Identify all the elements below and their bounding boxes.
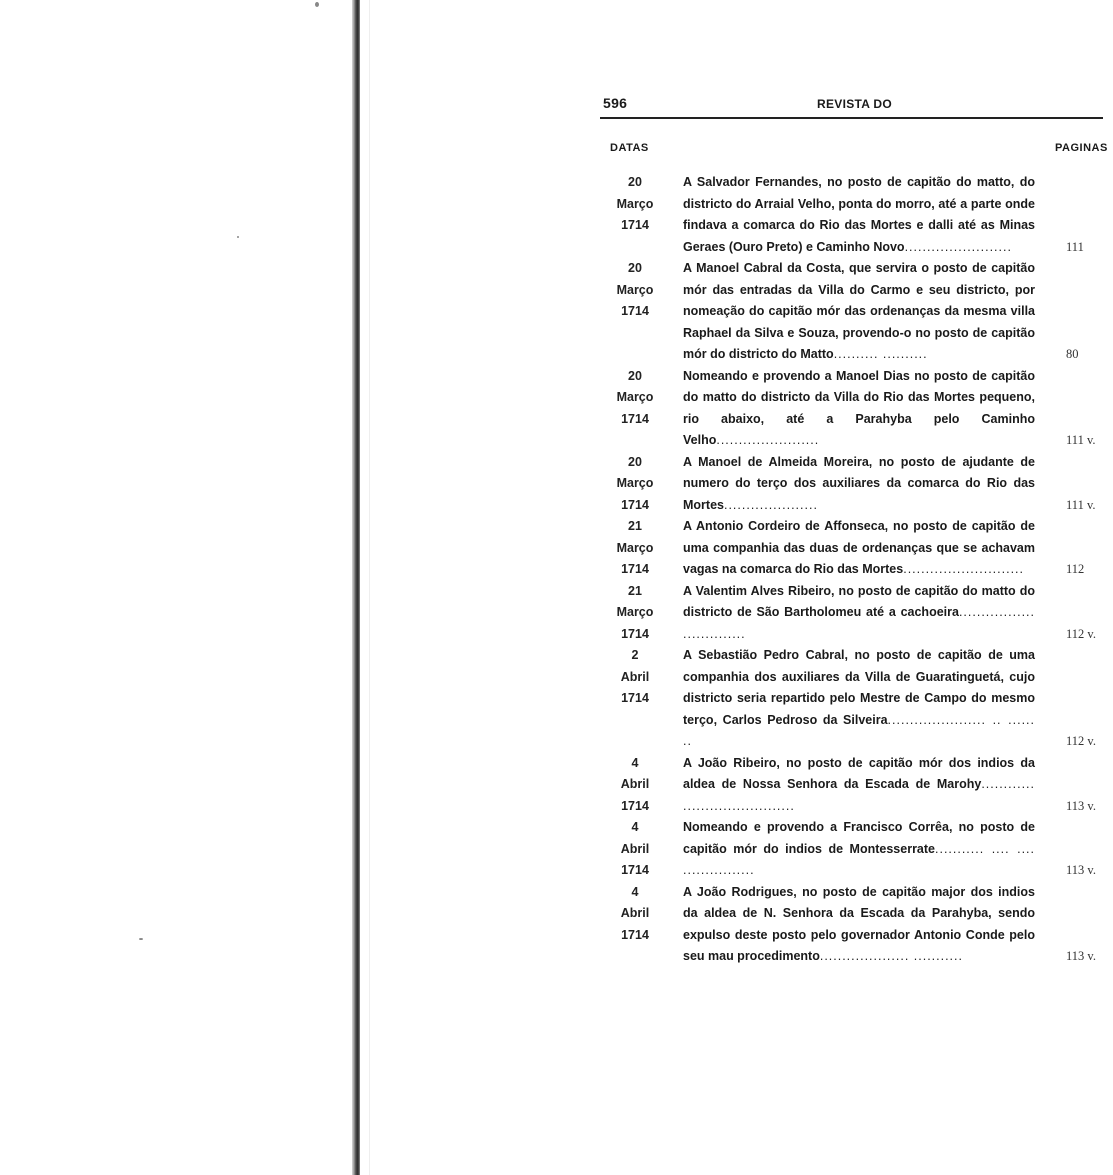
entry-page-ref: 80 xyxy=(1066,347,1079,361)
entry-text: A Antonio Cordeiro de Affonseca, no posto de capitão de uma companhia das duas de ordenanças que se achavam vagas na comarca do Rio das Mortes........................... xyxy=(683,519,1035,576)
entry-day: 20 xyxy=(628,261,642,275)
entry-day: 20 xyxy=(628,368,642,383)
entry-day: 20 xyxy=(628,454,642,469)
column-header-pages: PAGINAS xyxy=(1055,142,1108,154)
entry-month: Abril xyxy=(620,906,650,920)
book-gutter-shadow xyxy=(352,0,360,1175)
entry-month: Março xyxy=(616,476,654,490)
entry-text: A Manoel Cabral da Costa, que servira o posto de capitão mór das entradas da Villa do Carmo e seu districto, por nomeação do capitão mór das ordenanças da mesma villa Raphael da Silva e Souza, provendo-o no posto de capitão mór do districto do Matto.......... .......... xyxy=(683,261,1035,361)
entry-month: Março xyxy=(616,540,654,555)
entry-month: Março xyxy=(616,282,654,297)
entry-text: A Sebastião Pedro Cabral, no posto de capitão de uma companhia dos auxiliares da Villa de Guaratinguetá, cujo districto seria repartido pelo Mestre de Campo do mesmo terço, Carlos Pedroso da Silveira...................... .. ...... .. xyxy=(683,648,1035,748)
entry-day: 4 xyxy=(631,755,639,770)
entry-day: 2 xyxy=(631,648,639,662)
list-item xyxy=(600,516,1113,581)
entry-year: 1714 xyxy=(621,798,649,813)
entry-page-ref: 111 xyxy=(1066,239,1084,254)
entry-day: 4 xyxy=(631,820,639,834)
entry-month: Março xyxy=(616,605,654,619)
scan-speck xyxy=(315,2,319,7)
list-item xyxy=(600,366,1113,452)
document-page xyxy=(600,92,1113,1092)
entry-year: 1714 xyxy=(621,497,649,512)
scan-speck xyxy=(139,938,143,940)
entry-date xyxy=(600,882,670,947)
entry-day: 21 xyxy=(628,583,642,598)
running-head: REVISTA DO xyxy=(817,97,893,111)
entry-year: 1714 xyxy=(621,304,649,318)
entry-text: A Salvador Fernandes, no posto de capitão do matto, do districto do Arraial Velho, ponta do morro, até a parte onde findava a comarca do Rio das Mortes e dalli até as Minas Geraes (Ouro Preto) e Caminho Novo........................ xyxy=(683,175,1035,254)
entry-date xyxy=(600,452,670,517)
entry-year: 1714 xyxy=(621,562,649,576)
list-item xyxy=(600,452,1113,517)
entry-day: 21 xyxy=(628,519,642,533)
list-item xyxy=(600,581,1113,646)
entry-year: 1714 xyxy=(621,863,649,877)
entry-page-ref: 111 v. xyxy=(1066,497,1096,512)
entry-date xyxy=(600,817,670,882)
entry-page-ref: 113 v. xyxy=(1066,798,1096,813)
entry-month: Março xyxy=(616,196,654,211)
entry-text: Nomeando e provendo a Francisco Corrêa, no posto de capitão mór do indios de Montesserrate........... .... .... ................ xyxy=(683,820,1035,877)
entry-date xyxy=(600,645,670,710)
entry-text: A Manoel de Almeida Moreira, no posto de ajudante de numero do terço dos auxiliares da comarca do Rio das Mortes..................... xyxy=(683,454,1035,512)
book-gutter-edge xyxy=(369,0,370,1175)
entry-date xyxy=(600,753,670,818)
list-item xyxy=(600,258,1113,366)
entry-month: Abril xyxy=(620,669,650,684)
entry-date xyxy=(600,581,670,646)
entry-page-ref: 113 v. xyxy=(1066,863,1096,877)
entry-text: A João Rodrigues, no posto de capitão major dos indios da aldea de N. Senhora da Escada da Parahyba, sendo expulso deste posto pelo governador Antonio Conde pelo seu mau procedimento.................... ........... xyxy=(683,884,1035,963)
entry-text: A João Ribeiro, no posto de capitão mór dos indios da aldea de Nossa Senhora da Escada de Marohy............ ......................... xyxy=(683,755,1035,813)
entry-date xyxy=(600,516,670,581)
page-number: 596 xyxy=(603,95,628,111)
column-header-dates: DATAS xyxy=(610,142,649,154)
entry-day: 4 xyxy=(631,884,639,899)
entry-date xyxy=(600,366,670,431)
entry-month: Março xyxy=(616,390,654,404)
list-item xyxy=(600,753,1113,818)
entry-year: 1714 xyxy=(621,218,649,232)
entry-year: 1714 xyxy=(621,927,649,942)
entry-year: 1714 xyxy=(621,411,649,426)
entry-year: 1714 xyxy=(621,691,649,705)
list-item xyxy=(600,817,1113,882)
page-header xyxy=(600,92,1113,114)
list-item xyxy=(600,882,1113,968)
scan-speck xyxy=(237,236,239,238)
entry-page-ref: 112 v. xyxy=(1066,626,1096,641)
entry-date xyxy=(600,258,670,323)
entry-day: 20 xyxy=(628,175,642,189)
entry-year: 1714 xyxy=(621,626,649,641)
entry-page-ref: 111 v. xyxy=(1066,433,1096,447)
entry-page-ref: 112 v. xyxy=(1066,734,1096,748)
entry-month: Abril xyxy=(620,777,650,791)
entry-text: Nomeando e provendo a Manoel Dias no posto de capitão do matto do districto da Villa do Rio das Mortes pequeno, rio abaixo, até a Parahyba pelo Caminho Velho....................... xyxy=(683,368,1035,447)
list-item xyxy=(600,172,1113,258)
entry-page-ref: 113 v. xyxy=(1066,949,1096,963)
entry-text: A Valentim Alves Ribeiro, no posto de capitão do matto do districto de São Bartholomeu até a cachoeira................. .............. xyxy=(683,583,1035,641)
entries-list xyxy=(600,172,1113,968)
entry-month: Abril xyxy=(620,841,650,856)
entry-date xyxy=(600,172,670,237)
header-rule xyxy=(600,117,1103,119)
entry-page-ref: 112 xyxy=(1066,562,1085,576)
list-item xyxy=(600,645,1113,753)
